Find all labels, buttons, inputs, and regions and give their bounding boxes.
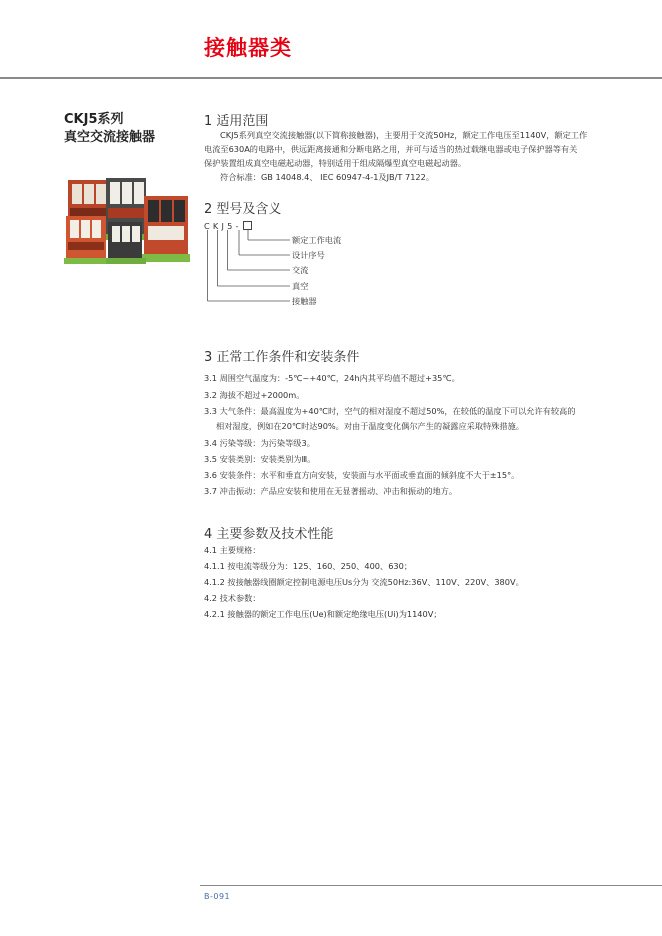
page-number: B-091 bbox=[204, 892, 231, 901]
section-3-item-7: 3.7 冲击振动：产品应安装和使用在无显著摇动、冲击和振动的地方。 bbox=[204, 486, 458, 496]
category-title: 接触器类 bbox=[204, 36, 292, 60]
section-3-heading: 3 正常工作条件和安装条件 bbox=[204, 350, 360, 365]
section-3-item-3: 3.3 大气条件：最高温度为+40℃时，空气的相对湿度不超过50%，在较低的温度下可以允许有较高的 bbox=[204, 406, 576, 416]
series-line-1: CKJ5系列 bbox=[64, 112, 124, 127]
section-4-item-3: 4.1.2 按接触器线圈额定控制电源电压Us分为 交流50Hz:36V、110V、220V、380V。 bbox=[204, 577, 524, 587]
model-label-vacuum: 真空 bbox=[292, 281, 309, 291]
model-code-box bbox=[243, 221, 252, 230]
section-4-item-1: 4.1 主要规格： bbox=[204, 545, 261, 555]
section-1-line-2: 电流至630A的电路中，供远距离接通和分断电路之用，并可与适当的热过载继电器或电子保护器等有关 bbox=[204, 144, 578, 154]
footer-divider bbox=[200, 885, 662, 886]
section-3-item-5: 3.5 安装类别：安装类别为Ⅲ。 bbox=[204, 454, 316, 464]
model-label-rated-current: 额定工作电流 bbox=[292, 235, 342, 245]
section-3-item-3-cont: 相对湿度，例如在20℃时达90%。对由于温度变化偶尔产生的凝露应采取特殊措施。 bbox=[216, 421, 524, 431]
section-1-standards: 符合标准：GB 14048.4、 IEC 60947-4-1及JB/T 7122。 bbox=[220, 172, 435, 182]
section-4-item-2: 4.1.1 按电流等级分为：125、160、250、400、630； bbox=[204, 561, 413, 571]
section-1-line-3: 保护装置组成真空电磁起动器，特别适用于组成隔爆型真空电磁起动器。 bbox=[204, 158, 467, 168]
product-photo bbox=[62, 172, 192, 268]
section-3-item-6: 3.6 安装条件：水平和垂直方向安装，安装面与水平面或垂直面的倾斜度不大于±15°。 bbox=[204, 470, 520, 480]
model-label-contactor: 接触器 bbox=[292, 296, 317, 306]
section-3-item-4: 3.4 污染等级：为污染等级3。 bbox=[204, 438, 315, 448]
product-series-title bbox=[64, 111, 155, 147]
section-3-item-1: 3.1 周围空气温度为：-5℃~+40℃，24h内其平均值不超过+35℃。 bbox=[204, 373, 460, 383]
section-1-heading: 1 适用范围 bbox=[204, 114, 269, 129]
section-4-heading: 4 主要参数及技术性能 bbox=[204, 527, 334, 542]
series-line-2: 真空交流接触器 bbox=[64, 130, 156, 145]
section-3-item-2: 3.2 海拔不超过+2000m。 bbox=[204, 390, 305, 400]
section-1-line-1: CKJ5系列真空交流接触器(以下简称接触器)，主要用于交流50Hz，额定工作电压至1140V，额定工作 bbox=[220, 130, 588, 140]
section-1-paragraph bbox=[204, 128, 620, 184]
section-4-item-5: 4.2.1 接触器的额定工作电压(Ue)和额定绝缘电压(Ui)为1140V； bbox=[204, 609, 442, 619]
model-tree-lines bbox=[204, 230, 294, 310]
model-label-ac: 交流 bbox=[292, 265, 309, 275]
model-code-text: CKJ5- bbox=[204, 221, 242, 231]
model-label-design-no: 设计序号 bbox=[292, 250, 325, 260]
section-4-item-4: 4.2 技术参数： bbox=[204, 593, 261, 603]
header-divider bbox=[0, 77, 662, 79]
section-2-heading: 2 型号及含义 bbox=[204, 202, 282, 217]
